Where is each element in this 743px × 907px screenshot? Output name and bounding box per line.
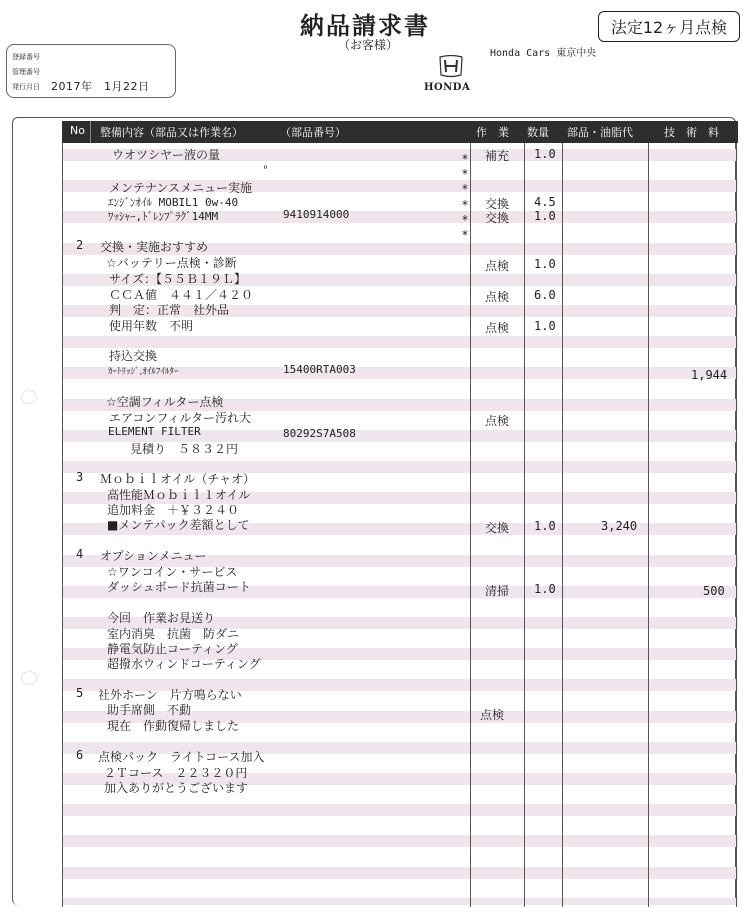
header-labor-fee: 技 術 料	[664, 126, 719, 139]
description-cell: ダッシュボード抗菌コート	[107, 580, 251, 594]
row-stripe	[63, 835, 738, 847]
row-stripe	[63, 898, 738, 905]
work-cell: 補充	[485, 149, 510, 163]
description-cell: 交換・実施おすすめ	[100, 240, 209, 254]
column-divider-right	[736, 143, 737, 907]
description-cell: メンテナンスメニュー実施	[109, 181, 253, 195]
registration-number-label: 登録番号	[12, 53, 40, 61]
part-number-cell: 15400RTA003	[283, 363, 356, 376]
quantity-cell: 1.0	[534, 519, 556, 533]
asterisk-mark: *	[462, 228, 468, 242]
work-cell: 点検	[485, 321, 510, 335]
header-part-number: （部品番号）	[280, 126, 346, 139]
honda-logo-text: HONDA	[424, 82, 471, 93]
parts-fee-cell: 3,240	[601, 519, 638, 533]
row-number-cell: 2	[76, 238, 84, 252]
degree-mark: °	[263, 165, 268, 176]
honda-h-logo-icon	[438, 55, 464, 78]
description-cell: 判 定：正常 社外品	[109, 303, 230, 317]
quantity-cell: 4.5	[534, 195, 556, 209]
work-cell: 点検	[485, 259, 510, 273]
header-no: No	[70, 124, 85, 137]
work-cell: 清掃	[485, 584, 510, 598]
description-cell: エアコンフィルター汚れ大	[109, 411, 251, 425]
column-divider-labor	[648, 143, 649, 907]
header-divider-no	[90, 121, 91, 143]
description-cell: ■メンテパック差額として	[107, 518, 250, 532]
table-header	[62, 121, 738, 143]
description-cell: ELEMENT FILTER	[108, 425, 201, 438]
asterisk-mark: *	[462, 152, 468, 166]
description-cell: 超撥水ウィンドコーティング	[107, 657, 261, 671]
asterisk-mark: *	[462, 213, 468, 227]
asterisk-mark: *	[462, 167, 468, 181]
column-divider-no	[62, 143, 63, 907]
description-cell: 使用年数 不明	[109, 319, 194, 333]
work-cell: 交換	[485, 197, 510, 211]
work-cell: 点検	[485, 290, 510, 304]
header-parts-fee: 部品・油脂代	[567, 126, 633, 139]
row-stripe	[63, 336, 738, 348]
column-divider-work	[470, 143, 471, 907]
description-cell: 助手席側 不動	[107, 703, 192, 717]
labor-fee-cell: 500	[703, 584, 725, 598]
description-cell: ﾜｯｼｬｰ,ﾄﾞﾚﾝﾌﾟﾗｸﾞ14MM	[108, 210, 219, 223]
asterisk-mark: *	[462, 182, 468, 196]
description-cell: 今回 作業お見送り	[107, 611, 216, 625]
binder-hole	[21, 671, 37, 685]
row-number-cell: 3	[76, 470, 84, 484]
row-number-cell: 6	[76, 748, 84, 762]
part-number-cell: 80292S7A508	[283, 427, 356, 440]
description-cell: ＣＣＡ値 ４４１／４２０	[109, 288, 254, 302]
inspection-type-label: 法定12ヶ月点検	[610, 18, 728, 37]
description-cell: ☆バッテリー点検・診断	[106, 256, 237, 270]
quantity-cell: 1.0	[534, 582, 556, 596]
binder-hole	[21, 390, 37, 404]
quantity-cell: 1.0	[534, 319, 556, 333]
description-cell: ｴﾝｼﾞﾝｵｲﾙ MOBIL1 0w-40	[108, 196, 239, 209]
description-cell: ２Ｔコース ２２３２０円	[104, 766, 248, 780]
issue-date-label: 発行月日	[12, 83, 40, 91]
quantity-cell: 6.0	[534, 288, 556, 302]
dealer-name: Honda Cars 東京中央	[490, 48, 597, 59]
work-cell: 点検	[480, 708, 505, 722]
description-cell: 加入ありがとうございます	[104, 781, 249, 795]
description-cell: ウオツシヤー液の量	[112, 148, 221, 162]
header-description: 整備内容（部品又は作業名）	[100, 126, 243, 139]
work-cell: 交換	[485, 211, 510, 225]
quantity-cell: 1.0	[534, 209, 556, 223]
quantity-cell: 1.0	[534, 147, 556, 161]
description-cell: 社外ホーン 片方鳴らない	[98, 688, 242, 702]
part-number-cell: 9410914000	[283, 208, 350, 221]
labor-fee-cell: 1,944	[691, 368, 728, 382]
header-work: 作 業	[476, 126, 509, 139]
description-cell: 点検パック ライトコース加入	[98, 750, 265, 764]
column-divider-qty	[524, 143, 525, 907]
issue-date-value: 2017年 1月22日	[51, 80, 150, 93]
work-cell: 交換	[485, 521, 510, 535]
description-cell: Ｍｏｂｉｌオイル（チャオ）	[100, 472, 256, 486]
column-divider-parts	[562, 143, 563, 907]
quantity-cell: 1.0	[534, 257, 556, 271]
description-cell: ☆空調フィルター点検	[106, 395, 224, 409]
description-cell: ｶｰﾄﾘｯｼﾞ,ｵｲﾙﾌｲﾙﾀｰ	[108, 367, 179, 377]
header-quantity: 数量	[527, 126, 549, 139]
description-cell: 室内消臭 抗菌 防ダニ	[107, 627, 240, 641]
description-cell: オプションメニュー	[100, 549, 207, 563]
description-cell: 静電気防止コーティング	[107, 642, 238, 656]
management-number-label: 管理番号	[12, 68, 40, 76]
asterisk-mark: *	[462, 198, 468, 212]
description-cell: 見積り ５８３２円	[130, 442, 239, 456]
customer-info-box	[6, 44, 176, 98]
row-stripe	[63, 804, 738, 816]
document-subtitle: （お客様）	[338, 38, 399, 52]
description-cell: 追加料金 ＋￥３２４０	[107, 503, 240, 517]
work-cell: 点検	[485, 414, 510, 428]
row-stripe	[63, 867, 738, 879]
row-number-cell: 4	[76, 547, 84, 561]
row-number-cell: 5	[76, 686, 84, 700]
inspection-type-badge	[598, 11, 740, 42]
description-cell: 現在 作動復帰しました	[107, 719, 240, 733]
description-cell: ☆ワンコイン・サービス	[107, 565, 238, 579]
document-title: 納品請求書	[300, 11, 430, 40]
description-cell: 持込交換	[109, 349, 158, 363]
description-cell: サイズ：【５５Ｂ１９Ｌ】	[109, 272, 247, 286]
description-cell: 高性能Ｍｏｂｉｌ１オイル	[107, 488, 251, 502]
